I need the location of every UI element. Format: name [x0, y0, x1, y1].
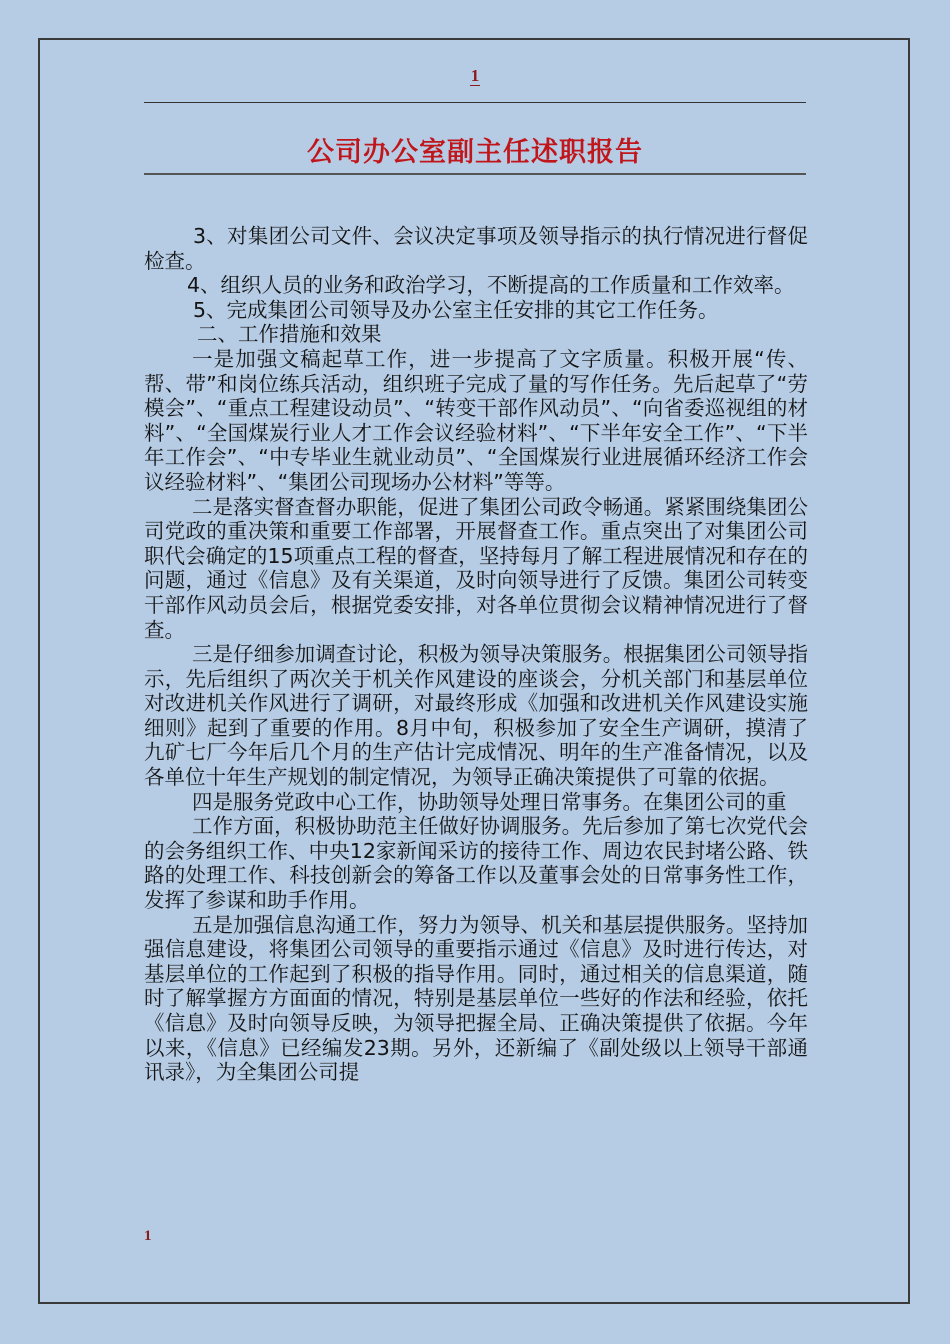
title-rule [144, 173, 806, 175]
footer-page-number: 1 [144, 1228, 152, 1244]
paragraph: 一是加强文稿起草工作，进一步提高了文字质量。积极开展“传、帮、带”和岗位练兵活动，组织班子完成了量的写作任务。先后起草了“劳模会”、“重点工程建设动员”、“转变干部作风动员”、“向省委巡视组的材料”、“全国煤炭行业人才工作会议经验材料”、“下半年安全工作”、“下半年工作会”、“中专毕业生就业动员”、“全国煤炭行业进展循环经济工作会议经验材料”、“集团公司现场办公材料”等等。 [144, 346, 808, 494]
paragraph: 四是服务党政中心工作，协助领导处理日常事务。在集团公司的重 [192, 789, 787, 814]
paragraph: 4、组织人员的业务和政治学习，不断提高的工作质量和工作效率。 [187, 273, 795, 298]
header-page-number: 1 [470, 66, 480, 85]
paragraph: 三是仔细参加调查讨论，积极为领导决策服务。根据集团公司领导指示，先后组织了两次关于机关作风建设的座谈会，分机关部门和基层单位对改进机关作风进行了调研，对最终形成《加强和改进机关作风建设实施细则》起到了重要的作用。8月中旬，积极参加了安全生产调研，摸清了九矿七厂今年后几个月的生产估计完成情况、明年的生产准备情况，以及各单位十年生产规划的制定情况，为领导正确决策提供了可靠的依据。 [144, 642, 808, 790]
paragraph: 二是落实督查督办职能，促进了集团公司政令畅通。紧紧围绕集团公司党政的重决策和重要工作部署，开展督查工作。重点突出了对集团公司职代会确定的15项重点工程的督查，坚持每月了解工程进展情况和存在的问题，通过《信息》及有关渠道，及时向领导进行了反馈。集团公司转变干部作风动员会后，根据党委安排，对各单位贯彻会议精神情况进行了督查。 [144, 494, 808, 642]
section-heading: 二、工作措施和效果 [197, 322, 382, 347]
paragraph: 工作方面，积极协助范主任做好协调服务。先后参加了第七次党代会的会务组织工作、中央12家新闻采访的接待工作、周边农民封堵公路、铁路的处理工作、科技创新会的筹备工作以及董事会处的日常事务性工作，发挥了参谋和助手作用。 [144, 814, 808, 913]
document-body [144, 224, 808, 1085]
header-rule [144, 102, 806, 103]
paragraph: 五是加强信息沟通工作，努力为领导、机关和基层提供服务。坚持加强信息建设，将集团公司领导的重要指示通过《信息》及时进行传达，对基层单位的工作起到了积极的指导作用。同时，通过相关的信息渠道，随时了解掌握方方面面的情况，特别是基层单位一些好的作法和经验，依托《信息》及时向领导反映，为领导把握全局、正确决策提供了依据。今年以来，《信息》已经编发23期。另外，还新编了《副处级以上领导干部通讯录》，为全集团公司提 [144, 912, 808, 1085]
document-title: 公司办公室副主任述职报告 [307, 137, 643, 168]
paragraph: 5、完成集团公司领导及办公室主任安排的其它工作任务。 [193, 297, 719, 322]
paragraph: 3、对集团公司文件、会议决定事项及领导指示的执行情况进行督促检查。 [144, 224, 808, 273]
